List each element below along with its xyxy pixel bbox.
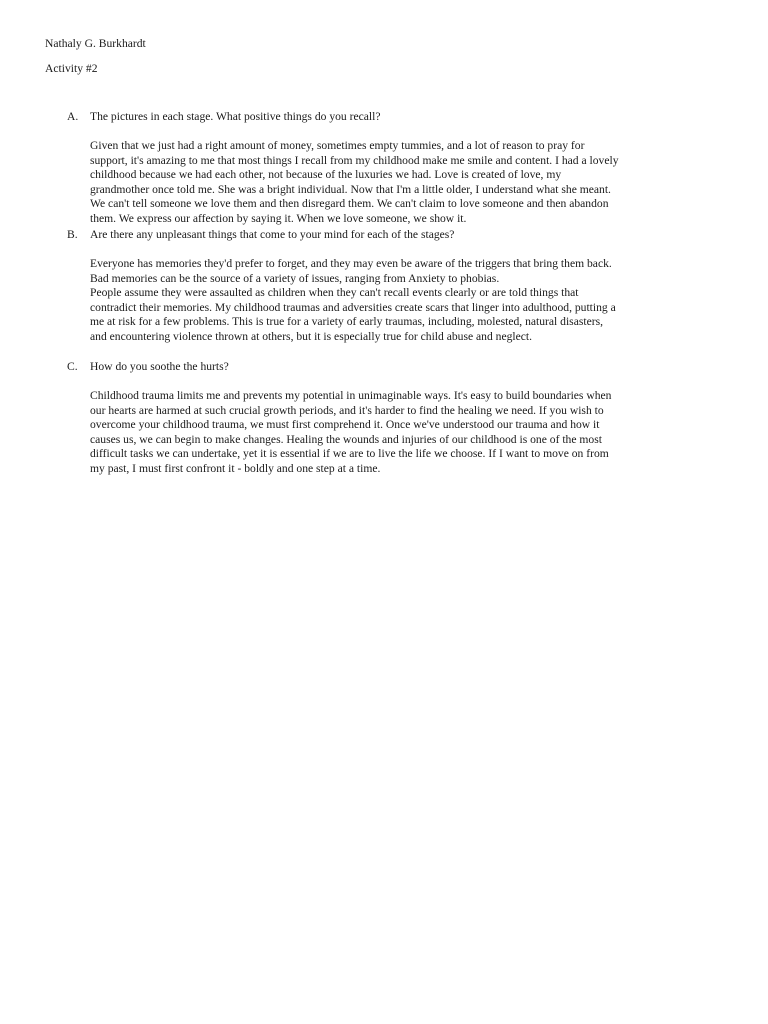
answer-line: contradict their memories. My childhood traumas and adversities create scars that linger into adulthood, putting a <box>90 300 616 314</box>
author-name: Nathaly G. Burkhardt <box>45 37 146 50</box>
answer-line: them. We express our affection by saying it. When we love someone, we show it. <box>90 211 467 225</box>
answer-a <box>90 139 720 227</box>
question-letter: A. <box>67 110 79 123</box>
question-text: Are there any unpleasant things that come to your mind for each of the stages? <box>90 228 455 241</box>
answer-line: Bad memories can be the source of a variety of issues, ranging from Anxiety to phobias. <box>90 271 500 285</box>
answer-line: support, it's amazing to me that most things I recall from my childhood make me smile and content. I had a lovely <box>90 153 619 167</box>
answer-line: me at risk for a few problems. This is true for a variety of early traumas, including, molested, natural disasters, <box>90 315 603 329</box>
answer-c <box>90 389 720 477</box>
answer-line: my past, I must first confront it - boldly and one step at a time. <box>90 461 381 475</box>
question-text: The pictures in each stage. What positive things do you recall? <box>90 110 381 123</box>
answer-line: and encountering violence thrown at others, but it is especially true for child abuse and neglect. <box>90 329 533 343</box>
question-section-c <box>67 360 727 477</box>
question-text: How do you soothe the hurts? <box>90 360 229 373</box>
answer-line: our hearts are harmed at such crucial growth periods, and it's harder to find the healing we need. If you wish to <box>90 403 604 417</box>
question-letter: C. <box>67 360 78 373</box>
answer-line: childhood because we had each other, not because of the luxuries we had. Love is created of love, my <box>90 168 562 182</box>
answer-line: difficult tasks we can undertake, yet it is essential if we are to live the life we choose. If I want to move on from <box>90 447 609 461</box>
answer-line: Childhood trauma limits me and prevents my potential in unimaginable ways. It's easy to build boundaries when <box>90 389 612 402</box>
answer-line: overcome your childhood trauma, we must first comprehend it. Once we've understood our trauma and how it <box>90 418 600 432</box>
question-section-b <box>67 228 727 345</box>
answer-line: Given that we just had a right amount of money, sometimes empty tummies, and a lot of reason to pray for <box>90 139 585 152</box>
answer-b <box>90 257 720 345</box>
answer-line: We can't tell someone we love them and then disregard them. We can't claim to love someone and then abandon <box>90 197 609 211</box>
answer-line: causes us, we can begin to make changes. Healing the wounds and injuries of our childhood is one of the most <box>90 432 602 446</box>
activity-title: Activity #2 <box>45 62 98 75</box>
question-section-a <box>67 110 727 227</box>
answer-line: People assume they were assaulted as children when they can't recall events clearly or are told things that <box>90 286 579 300</box>
question-letter: B. <box>67 228 78 241</box>
question-b <box>67 228 727 243</box>
question-c <box>67 360 727 375</box>
answer-line: grandmother once told me. She was a bright individual. Now that I'm a little older, I understand what she meant. <box>90 182 611 196</box>
answer-line: Everyone has memories they'd prefer to forget, and they may even be aware of the triggers that bring them back. <box>90 257 612 270</box>
question-a <box>67 110 727 125</box>
